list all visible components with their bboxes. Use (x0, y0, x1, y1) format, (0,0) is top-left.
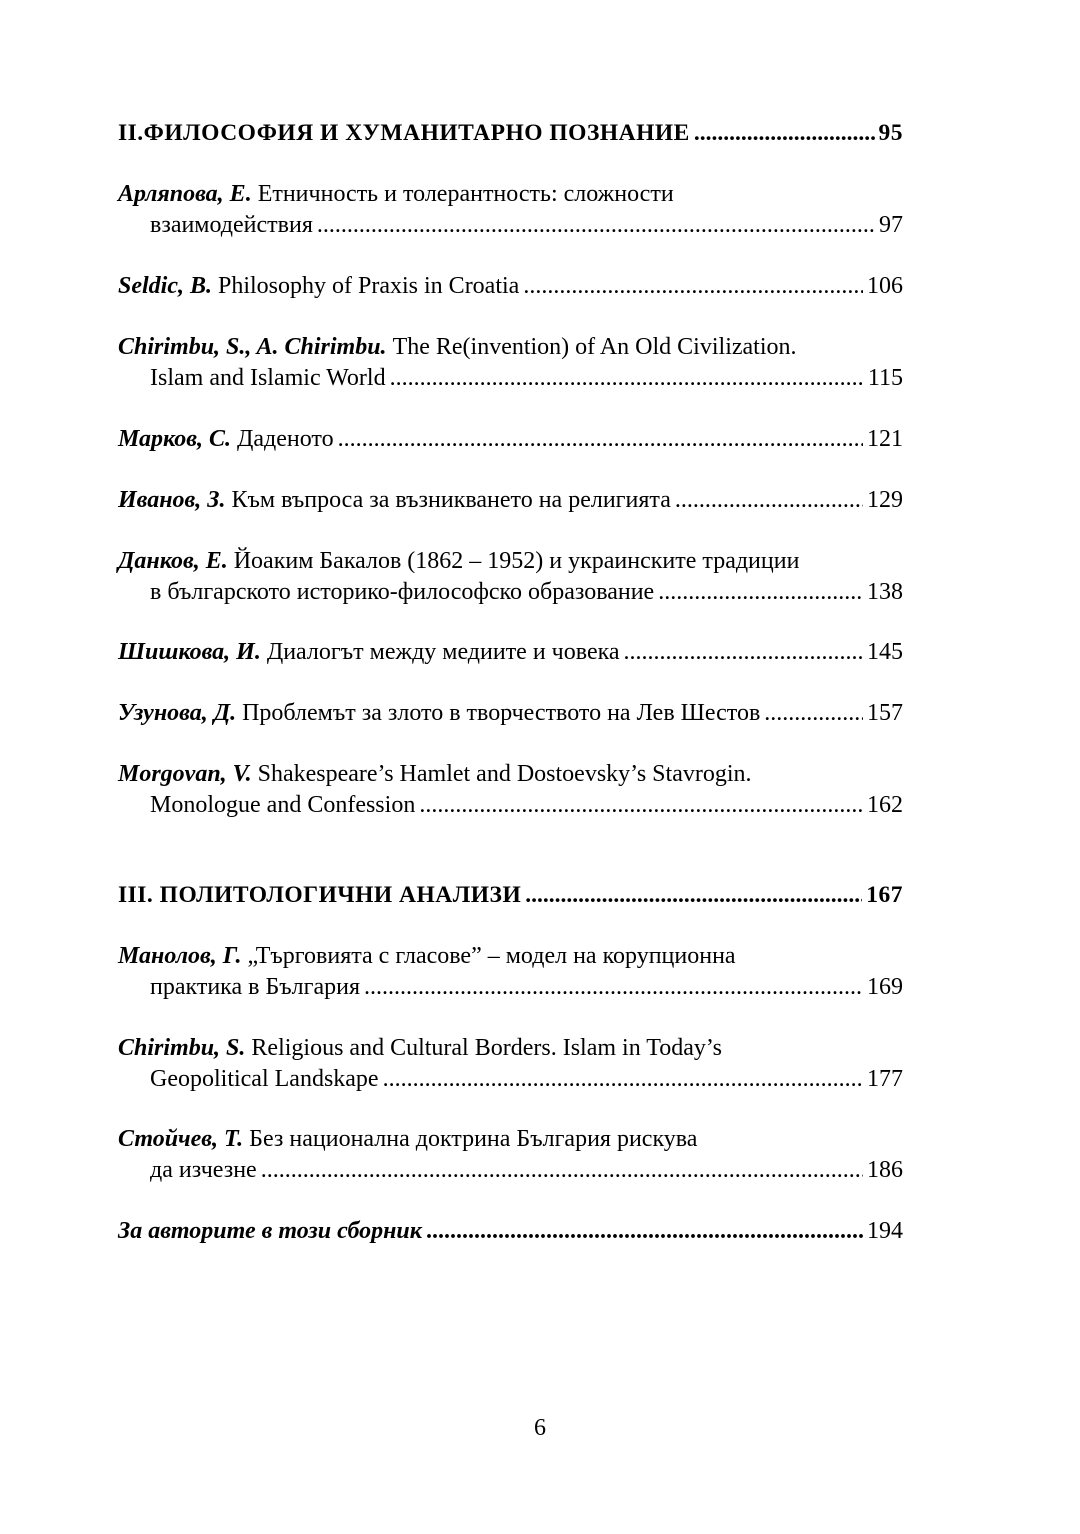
entry-author: Seldic, B. (118, 273, 212, 299)
toc-entry-continuation (150, 787, 903, 823)
page-number: 6 (534, 1415, 546, 1441)
entry-title: The Re(invention) of An Old Civilization. (392, 334, 797, 360)
section-heading (118, 877, 903, 913)
section-page: 95 (878, 120, 903, 146)
entry-author: Chirimbu, S., A. Chirimbu. (118, 334, 387, 360)
entry-page: 177 (867, 1066, 903, 1092)
entry-title-cont: Islam and Islamic World (150, 365, 386, 391)
toc-entry-continuation (150, 1152, 903, 1188)
entry-title: Shakespeare’s Hamlet and Dostoevsky’s Stavrogin. (257, 761, 752, 787)
entry-page: 115 (867, 365, 903, 391)
entry-title: Religious and Cultural Borders. Islam in Today’s (251, 1035, 722, 1061)
entry-title: „Търговията с гласове” – модел на корупционна (247, 943, 736, 969)
entry-author: Morgovan, V. (118, 761, 252, 787)
table-of-contents (118, 0, 903, 1534)
entry-title: Даденото (236, 426, 334, 452)
entry-author: Шишкова, И. (118, 639, 261, 665)
entry-title-cont: Geopolitical Landskape (150, 1066, 379, 1092)
entry-page: 169 (867, 974, 903, 1000)
entry-page: 145 (867, 639, 903, 665)
entry-page: 157 (867, 700, 903, 726)
toc-entry (118, 634, 903, 670)
entry-author: Манолов, Г. (118, 943, 242, 969)
entry-title: Philosophy of Praxis in Croatia (218, 273, 520, 299)
section-title: II.ФИЛОСОФИЯ И ХУМАНИТАРНО ПОЗНАНИЕ (118, 120, 690, 146)
entry-page: 97 (879, 212, 903, 238)
entry-page: 162 (867, 792, 903, 818)
entry-page: 106 (867, 273, 903, 299)
entry-author: Данков, Е. (118, 548, 228, 574)
final-title: За авторите в този сборник (118, 1218, 422, 1244)
toc-entry-continuation (150, 969, 903, 1005)
toc-entry-continuation (150, 360, 903, 396)
toc-entry (118, 268, 903, 304)
toc-entry-authors (118, 1213, 903, 1249)
entry-title: Без национална доктрина България рискува (249, 1126, 698, 1152)
entry-page: 121 (867, 426, 903, 452)
entry-title-cont: практика в България (150, 974, 360, 1000)
entry-author: Арляпова, Е. (118, 181, 252, 207)
entry-page: 138 (867, 579, 903, 605)
toc-entry (118, 482, 903, 518)
entry-page: 129 (867, 487, 903, 513)
section-heading (118, 115, 903, 151)
entry-author: Стойчев, Т. (118, 1126, 244, 1152)
entry-title: Проблемът за злото в творчеството на Лев Шестов (242, 700, 761, 726)
entry-title: Етничность и толерантность: сложности (257, 181, 674, 207)
toc-entry (118, 421, 903, 457)
entry-author: Узунова, Д. (118, 700, 237, 726)
toc-entry-continuation (150, 574, 903, 610)
toc-entry-continuation (150, 1061, 903, 1097)
entry-author: Chirimbu, S. (118, 1035, 246, 1061)
toc-entry (118, 695, 903, 731)
toc-entry-continuation (150, 207, 903, 243)
entry-title-cont: в българското историко-философско образование (150, 579, 655, 605)
entry-title-cont: взаимодействия (150, 212, 313, 238)
entry-title: Към въпроса за възникването на религията (231, 487, 671, 513)
section-title: III. ПОЛИТОЛОГИЧНИ АНАЛИЗИ (118, 882, 522, 908)
entry-title: Йоаким Бакалов (1862 – 1952) и украинските традиции (233, 548, 800, 574)
entry-title-cont: да изчезне (150, 1157, 257, 1183)
final-page: 194 (867, 1218, 903, 1244)
entry-page: 186 (867, 1157, 903, 1183)
entry-title-cont: Monologue and Confession (150, 792, 416, 818)
section-page: 167 (866, 882, 903, 908)
entry-title: Диалогът между медиите и човека (266, 639, 620, 665)
entry-author: Иванов, З. (118, 487, 226, 513)
entry-author: Марков, С. (118, 426, 231, 452)
